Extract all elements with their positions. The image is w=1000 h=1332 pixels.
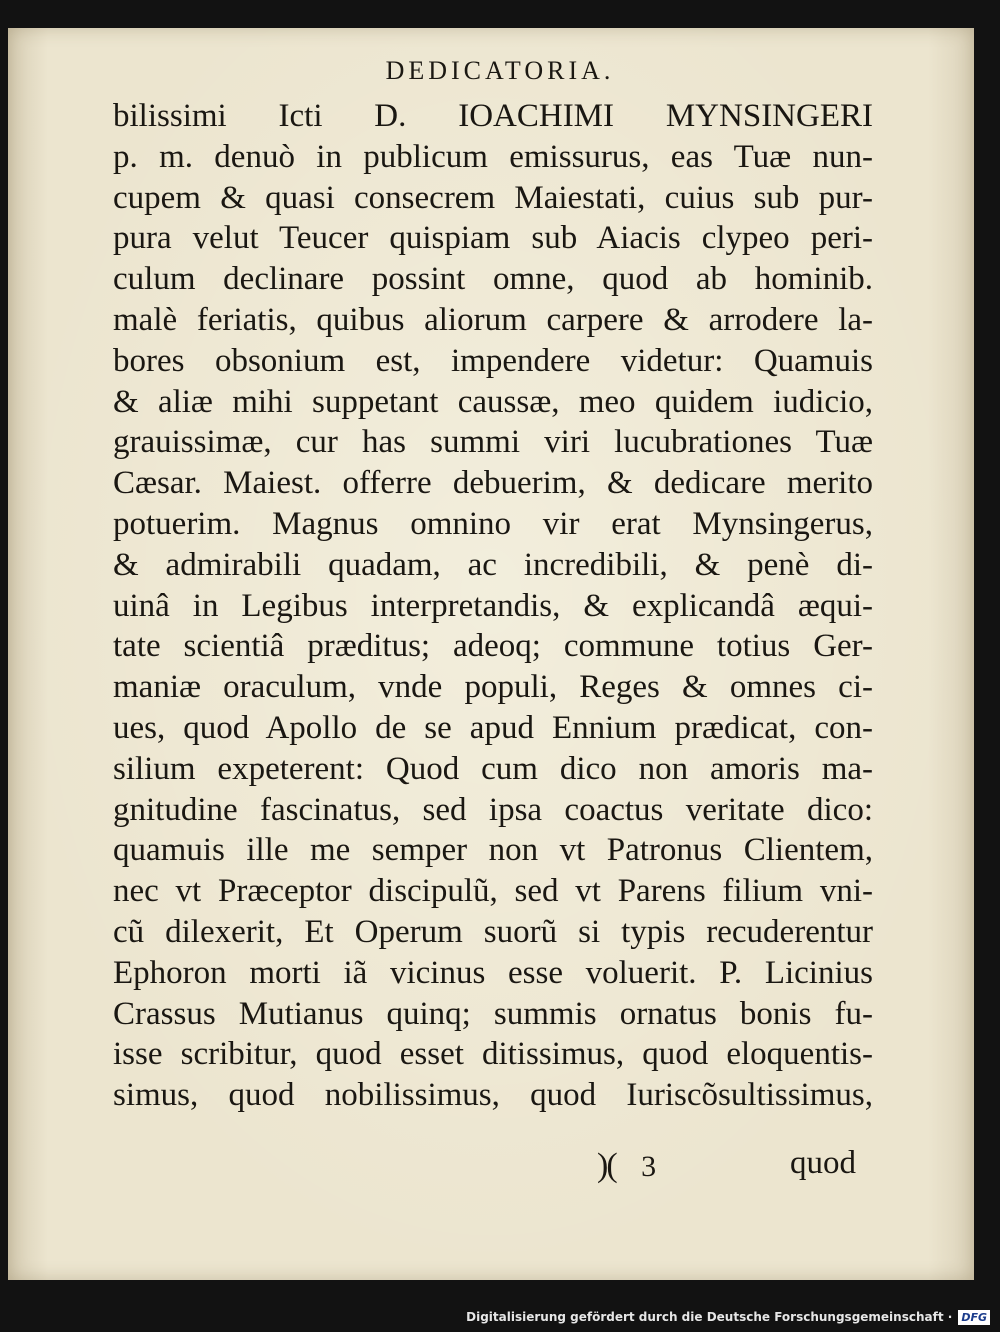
catchword: quod [790,1145,856,1181]
text-line: bilissimi Icti D. IOACHIMI MYNSINGERI [113,98,873,134]
text-line: grauissimæ, cur has summi viri lucubrationes Tuæ [113,424,873,461]
text-line: & aliæ mihi suppetant caussæ, meo quidem iudicio, [113,383,873,420]
text-line: malè feriatis, quibus aliorum carpere & arrodere la- [113,301,873,338]
signature-symbol: )( [597,1147,616,1184]
text-line: cupem & quasi consecrem Maiestati, cuius sub pur- [113,179,873,216]
signature-mark [597,1147,656,1185]
text-line: potuerim. Magnus omnino vir erat Mynsingerus, [113,505,873,542]
text-line: pura velut Teucer quispiam sub Aiacis clypeo peri- [113,220,873,257]
text-line: ues, quod Apollo de se apud Ennium prædicat, con- [113,709,873,746]
text-line: Cæsar. Maiest. offerre debuerim, & dedicare merito [113,465,873,502]
text-line: silium expeterent: Quod cum dico non amoris ma- [113,750,873,787]
digitization-credit [466,1306,990,1328]
signature-number: 3 [641,1150,657,1183]
text-line: nec vt Præceptor discipulũ, sed vt Parens filium vni- [113,873,873,910]
text-line: uinâ in Legibus interpretandis, & explicandâ æqui- [113,587,873,624]
dfg-logo-icon: DFG [958,1310,990,1325]
text-line: isse scribitur, quod esset ditissimus, quod eloquentis- [113,1036,873,1073]
body-text [113,96,873,1116]
credit-text: Digitalisierung gefördert durch die Deutsche Forschungsgemeinschaft · [466,1310,953,1324]
text-line: cũ dilexerit, Et Operum suorũ si typis recuderentur [113,913,873,950]
text-line: quamuis ille me semper non vt Patronus Clientem, [113,832,873,869]
text-line: tate scientiâ præditus; adeoq; commune totius Ger- [113,628,873,665]
text-line: simus, quod nobilissimus, quod Iuriscõsultissimus, [113,1077,873,1114]
text-line: p. m. denuò in publicum emissurus, eas Tuæ nun- [113,138,873,175]
text-line: bores obsonium est, impendere videtur: Quamuis [113,342,873,379]
text-line: Ephoron morti iã vicinus esse voluerit. P. Licinius [113,954,873,991]
running-title: DEDICATORIA. [385,56,615,85]
text-line: gnitudine fascinatus, sed ipsa coactus veritate dico: [113,791,873,828]
text-line: & admirabili quadam, ac incredibili, & penè di- [113,546,873,583]
text-line: maniæ oraculum, vnde populi, Reges & omnes ci- [113,669,873,706]
text-line: Crassus Mutianus quinq; summis ornatus bonis fu- [113,995,873,1032]
text-line: culum declinare possint omne, quod ab hominib. [113,261,873,298]
